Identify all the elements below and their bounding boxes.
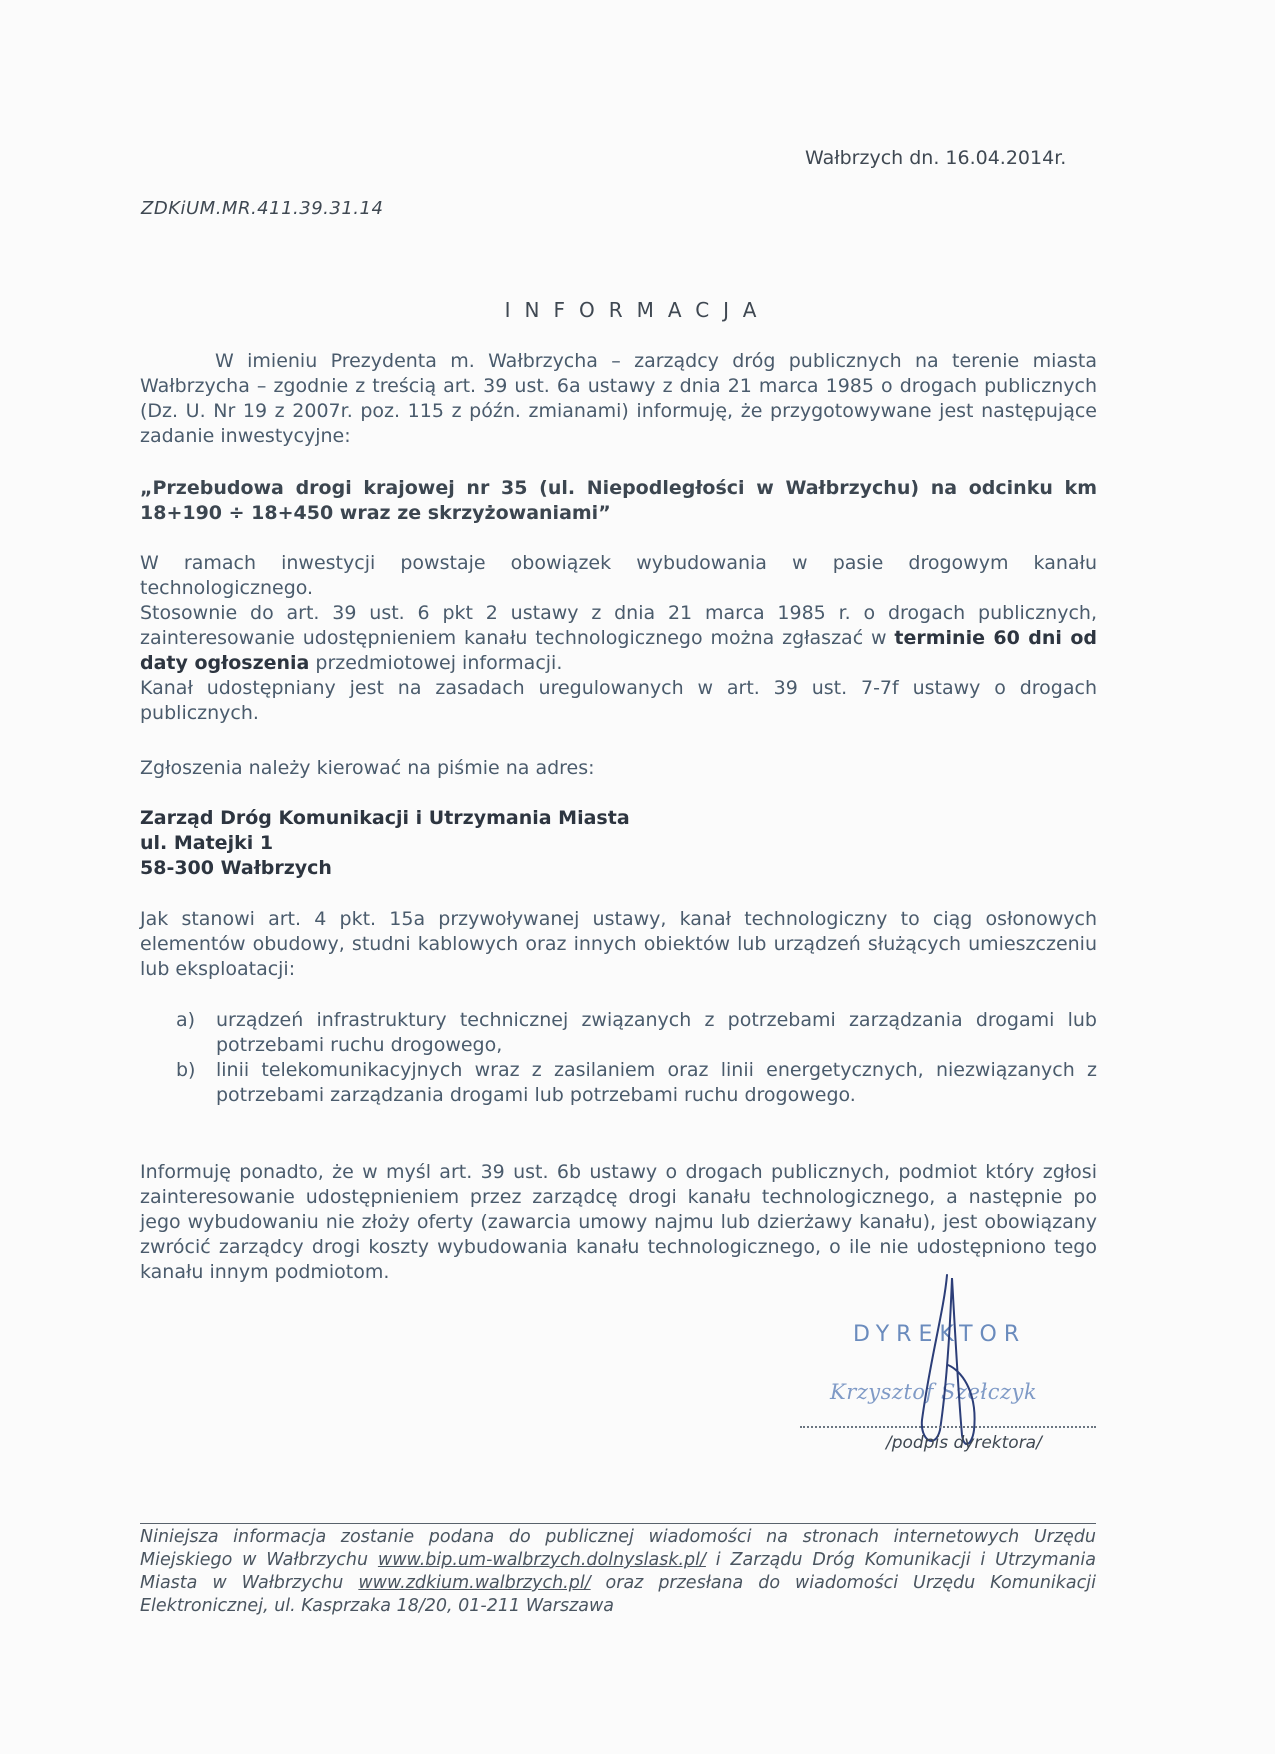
definition-list	[176, 1008, 1097, 1108]
bip-link[interactable]: www.bip.um-walbrzych.dolnyslask.pl/	[377, 1550, 706, 1570]
footer-text-3: oraz przesłana do wiadomości Urzędu Komunikacji Elektronicznej, ul. Kasprzaka 18/20, 01-211 Warszawa	[140, 1573, 1096, 1616]
definition-paragraph: Jak stanowi art. 4 pkt. 15a przywoływanej ustawy, kanał technologiczny to ciąg osłonowych elementów obudowy, studni kablowych oraz innych obiektów lub urządzeń służących umieszczeniu lub eksploatacji:	[140, 908, 1097, 980]
zdkium-link[interactable]: www.zdkium.walbrzych.pl/	[358, 1573, 591, 1593]
deadline-emphasis: terminie 60 dni od daty ogłoszenia	[140, 627, 1098, 674]
obligation-line-3: Kanał udostępniany jest na zasadach uregulowanych w art. 39 ust. 7-7f ustawy o drogach publicznych.	[140, 677, 1097, 724]
obligation-line-2	[140, 601, 1097, 676]
footer-note	[140, 1526, 1096, 1618]
footer-text-1: Niniejsza informacja zostanie podana do publicznej wiadomości na stronach internetowych Urzędu Miejskiego w Wałbrzychu	[140, 1527, 1096, 1570]
closing-paragraph: Informuję ponadto, że w myśl art. 39 ust. 6b ustawy o drogach publicznych, podmiot który zgłosi zainteresowanie udostępnieniem przez zarządcę drogi kanału technologicznego, a następnie po jego wybudowaniu nie złoży oferty (zawarcia umowy najmu lub dzierżawy kanału), jest obowiązany zwrócić zarządcy drogi koszty wybudowania kanału technologicznego, o ile nie udostępniono tego kanału innym podmiotom.	[140, 1161, 1097, 1283]
address-street: ul. Matejki 1	[140, 832, 274, 854]
document-title: INFORMACJA	[504, 298, 771, 322]
address-name: Zarząd Dróg Komunikacji i Utrzymania Miasta	[140, 807, 630, 829]
list-marker: b)	[176, 1059, 196, 1081]
list-item	[176, 1058, 1097, 1108]
document-date: Wałbrzych dn. 16.04.2014r.	[805, 147, 1067, 169]
address-city: 58-300 Wałbrzych	[140, 857, 332, 879]
director-stamp-name: Krzysztof Szełczyk	[830, 1380, 1038, 1404]
footer-text-2: i Zarządu Dróg Komunikacji i Utrzymania Miasta w Wałbrzychu	[140, 1550, 1096, 1593]
list-marker: a)	[176, 1009, 196, 1031]
obligation-text-before: Stosownie do art. 39 ust. 6 pkt 2 ustawy z dnia 21 marca 1985 r. o drogach publicznych, zainteresowanie udostępnieniem kanału technologicznego można zgłaszać w	[140, 602, 1097, 649]
intro-paragraph: W imieniu Prezydenta m. Wałbrzycha – zarządcy dróg publicznych na terenie miasta Wałbrzycha – zgodnie z treścią art. 39 ust. 6a ustawy z dnia 21 marca 1985 o drogach publicznych (Dz. U. Nr 19 z 2007r. poz. 115 z późn. zmianami) informuję, że przygotowywane jest następujące zadanie inwestycyjne:	[140, 350, 1097, 447]
reference-number: ZDKiUM.MR.411.39.31.14	[141, 198, 384, 219]
signature-line	[800, 1426, 1096, 1428]
obligation-line-1: W ramach inwestycji powstaje obowiązek wybudowania w pasie drogowym kanału technologicznego.	[140, 552, 1097, 599]
investment-subject: „Przebudowa drogi krajowej nr 35 (ul. Niepodległości w Wałbrzychu) na odcinku km 18+190 ÷ 18+450 wraz ze skrzyżowaniami”	[140, 477, 1097, 524]
submission-address	[140, 806, 1097, 881]
obligation-section	[140, 551, 1097, 726]
footer-divider	[140, 1523, 1096, 1524]
list-item-text: urządzeń infrastruktury technicznej związanych z potrzebami zarządzania drogami lub potrzebami ruchu drogowego,	[216, 1009, 1097, 1056]
submission-intro: Zgłoszenia należy kierować na piśmie na adres:	[140, 757, 595, 779]
list-item-text: linii telekomunikacyjnych wraz z zasilaniem oraz linii energetycznych, niezwiązanych z potrzebami zarządzania drogami lub potrzebami ruchu drogowego.	[216, 1059, 1097, 1106]
director-stamp-title: DYREKTOR	[853, 1322, 1027, 1347]
list-item	[176, 1008, 1097, 1058]
signature-label: /podpis dyrektora/	[886, 1433, 1042, 1453]
handwritten-signature	[900, 1270, 1000, 1460]
obligation-text-after: przedmiotowej informacji.	[309, 652, 563, 674]
